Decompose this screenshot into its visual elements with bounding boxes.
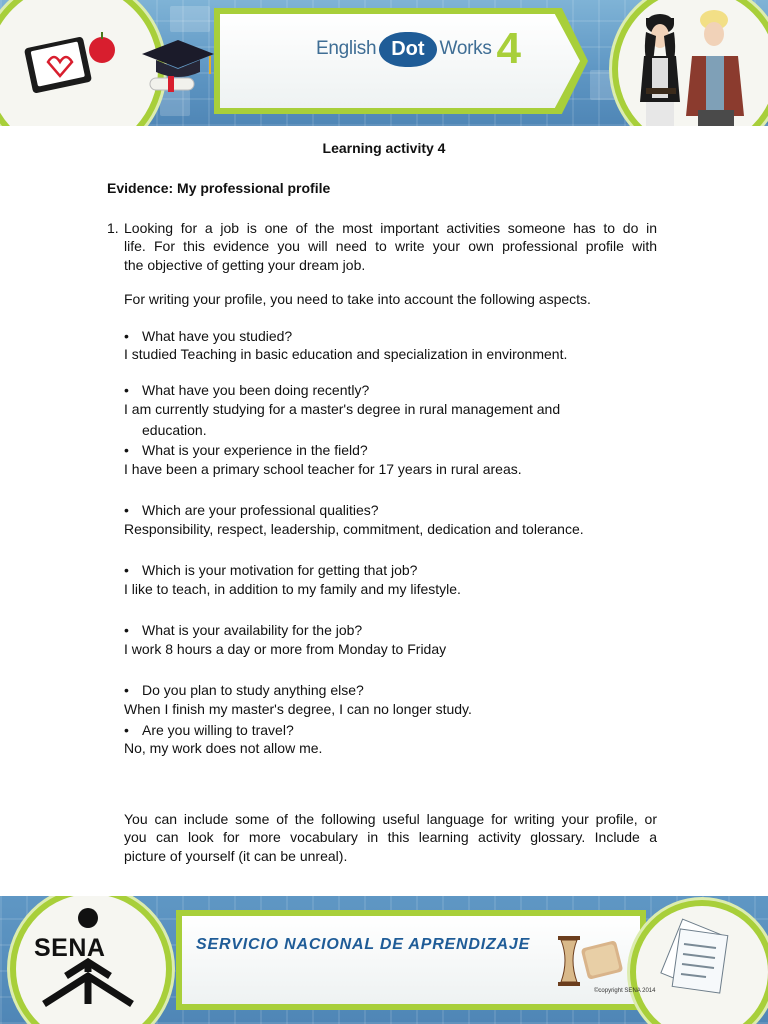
answer-text: I work 8 hours a day or more from Monday to Friday <box>124 641 447 657</box>
question-item: • What have you studied? <box>124 328 293 344</box>
closing-line: You can include some of the following useful language for writing your profile, or <box>124 811 657 827</box>
question-text: What is your experience in the field? <box>142 442 368 458</box>
question-text: Do you plan to study anything else? <box>142 682 364 698</box>
answer-text: No, my work does not allow me. <box>124 740 323 756</box>
sena-wordmark: SENA <box>34 934 106 962</box>
institution-name: SERVICIO NACIONAL DE APRENDIZAJE <box>196 936 531 953</box>
footer-banner <box>0 896 768 1024</box>
page-title: Learning activity 4 <box>322 140 446 156</box>
header-banner <box>0 0 768 126</box>
question-item: • Which is your motivation for getting that job? <box>124 562 418 578</box>
question-text: What have you studied? <box>142 328 293 344</box>
answer-text: education. <box>142 422 207 438</box>
question-text: What is your availability for the job? <box>142 622 363 638</box>
question-item: • Do you plan to study anything else? <box>124 682 364 698</box>
students-illustration <box>616 2 766 126</box>
question-item: • Which are your professional qualities? <box>124 502 379 518</box>
logo-word-works: Works <box>439 38 492 59</box>
question-item: • What have you been doing recently? <box>124 382 370 398</box>
closing-line: picture of yourself (it can be unreal). <box>124 848 348 864</box>
answer-text: I am currently studying for a master's degree in rural management and <box>124 401 561 417</box>
question-item: • What is your availability for the job? <box>124 622 363 638</box>
question-item: • What is your experience in the field? <box>124 442 368 458</box>
graduation-cap-icon <box>138 36 218 100</box>
logo-number: 4 <box>496 24 522 73</box>
logo-word-english: English <box>316 38 377 59</box>
intro-line: Looking for a job is one of the most important activities someone has to do in <box>124 220 657 236</box>
answer-text: When I finish my master's degree, I can no longer study. <box>124 701 472 717</box>
closing-line: you can look for more vocabulary in this learning activity glossary. Include a <box>124 829 657 845</box>
question-text: What have you been doing recently? <box>142 382 370 398</box>
question-text: Which is your motivation for getting that job? <box>142 562 418 578</box>
answer-text: I like to teach, in addition to my family and my lifestyle. <box>124 581 461 597</box>
answer-text: Responsibility, respect, leadership, commitment, dedication and tolerance. <box>124 521 584 537</box>
heart-paper-icon <box>22 28 122 102</box>
question-item: • Are you willing to travel? <box>124 722 294 738</box>
english-dot-works-logo <box>316 24 521 74</box>
intro-line: the objective of getting your dream job. <box>124 257 366 273</box>
background-tile <box>170 6 210 32</box>
question-text: Which are your professional qualities? <box>142 502 379 518</box>
question-text: Are you willing to travel? <box>142 722 294 738</box>
hourglass-scroll-icon <box>556 932 626 990</box>
evidence-subtitle: Evidence: My professional profile <box>107 180 331 196</box>
logo-word-dot: Dot <box>379 32 436 67</box>
item-number: 1. <box>107 220 119 236</box>
answer-text: I have been a primary school teacher for 17 years in rural areas. <box>124 461 522 477</box>
intro-line: life. For this evidence you will need to write your own professional profile with <box>124 238 657 254</box>
answer-text: I studied Teaching in basic education and specialization in environment. <box>124 346 568 362</box>
document-papers-icon <box>656 918 742 998</box>
aspects-intro: For writing your profile, you need to take into account the following aspects. <box>124 291 591 307</box>
copyright-text: ©copyright SENA 2014 <box>594 988 656 994</box>
